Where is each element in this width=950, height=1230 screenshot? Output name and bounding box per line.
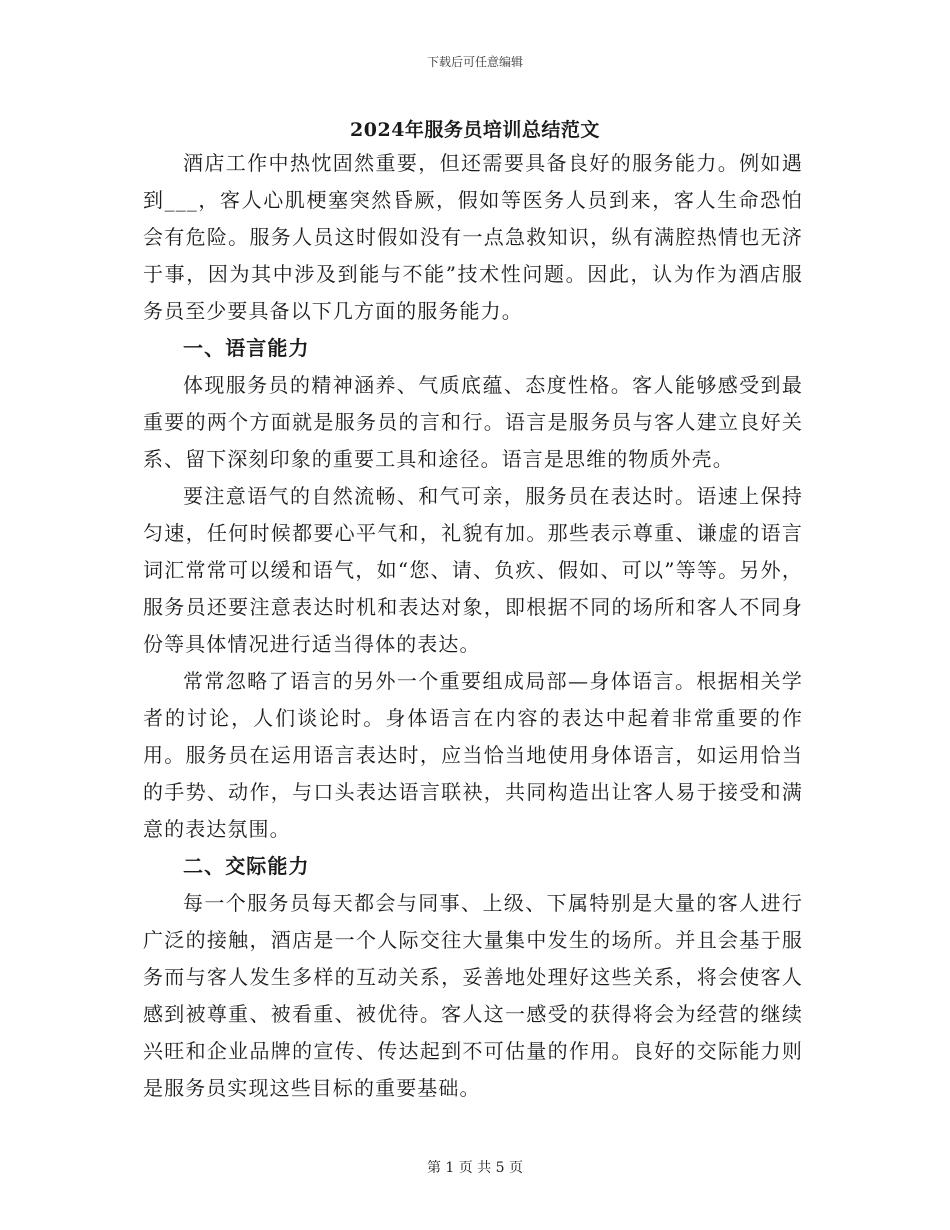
document-title: 2024年服务员培训总结范文 [350,119,600,141]
body-paragraph: 要注意语气的自然流畅、和气可亲，服务员在表达时。语速上保持匀速，任何时候都要心平气和，礼貌有加。那些表示尊重、谦虚的语言词汇常常可以缓和语气，如“您、请、负疚、假如、可以”等等。另外，服务员还要注意表达时机和表达对象，即根据不同的场所和客人不同身份等具体情况进行适当得体的表达。 [143,484,803,656]
page-footer: 第 1 页 共 5 页 [426,1160,524,1176]
intro-paragraph: 酒店工作中热忱固然重要，但还需要具备良好的服务能力。例如遇到___，客人心肌梗塞突然昏厥，假如等医务人员到来，客人生命恐怕会有危险。服务人员这时假如没有一点急救知识，纵有满腔热情也无济于事，因为其中涉及到能与不能”技术性问题。因此，认为作为酒店服务员至少要具备以下几方面的服务能力。 [143,151,803,323]
section-heading-language: 一、语言能力 [183,336,310,360]
section-heading-social: 二、交际能力 [183,854,310,878]
body-paragraph: 体现服务员的精神涵养、气质底蕴、态度性格。客人能够感受到最重要的两个方面就是服务员的言和行。语言是服务员与客人建立良好关系、留下深刻印象的重要工具和途径。语言是思维的物质外壳。 [143,373,803,471]
body-paragraph: 每一个服务员每天都会与同事、上级、下属特别是大量的客人进行广泛的接触，酒店是一个人际交往大量集中发生的场所。并且会基于服务而与客人发生多样的互动关系，妥善地处理好这些关系，将会使客人感到被尊重、被看重、被优待。客人这一感受的获得将会为经营的继续兴旺和企业品牌的宣传、传达起到不可估量的作用。良好的交际能力则是服务员实现这些目标的重要基础。 [143,891,803,1100]
header-note: 下载后可任意编辑 [426,55,523,69]
document-body [143,145,803,1107]
body-paragraph: 常常忽略了语言的另外一个重要组成局部—身体语言。根据相关学者的讨论，人们谈论时。身体语言在内容的表达中起着非常重要的作用。服务员在运用语言表达时，应当恰当地使用身体语言，如运用恰当的手势、动作，与口头表达语言联袂，共同构造出让客人易于接受和满意的表达氛围。 [143,669,803,841]
